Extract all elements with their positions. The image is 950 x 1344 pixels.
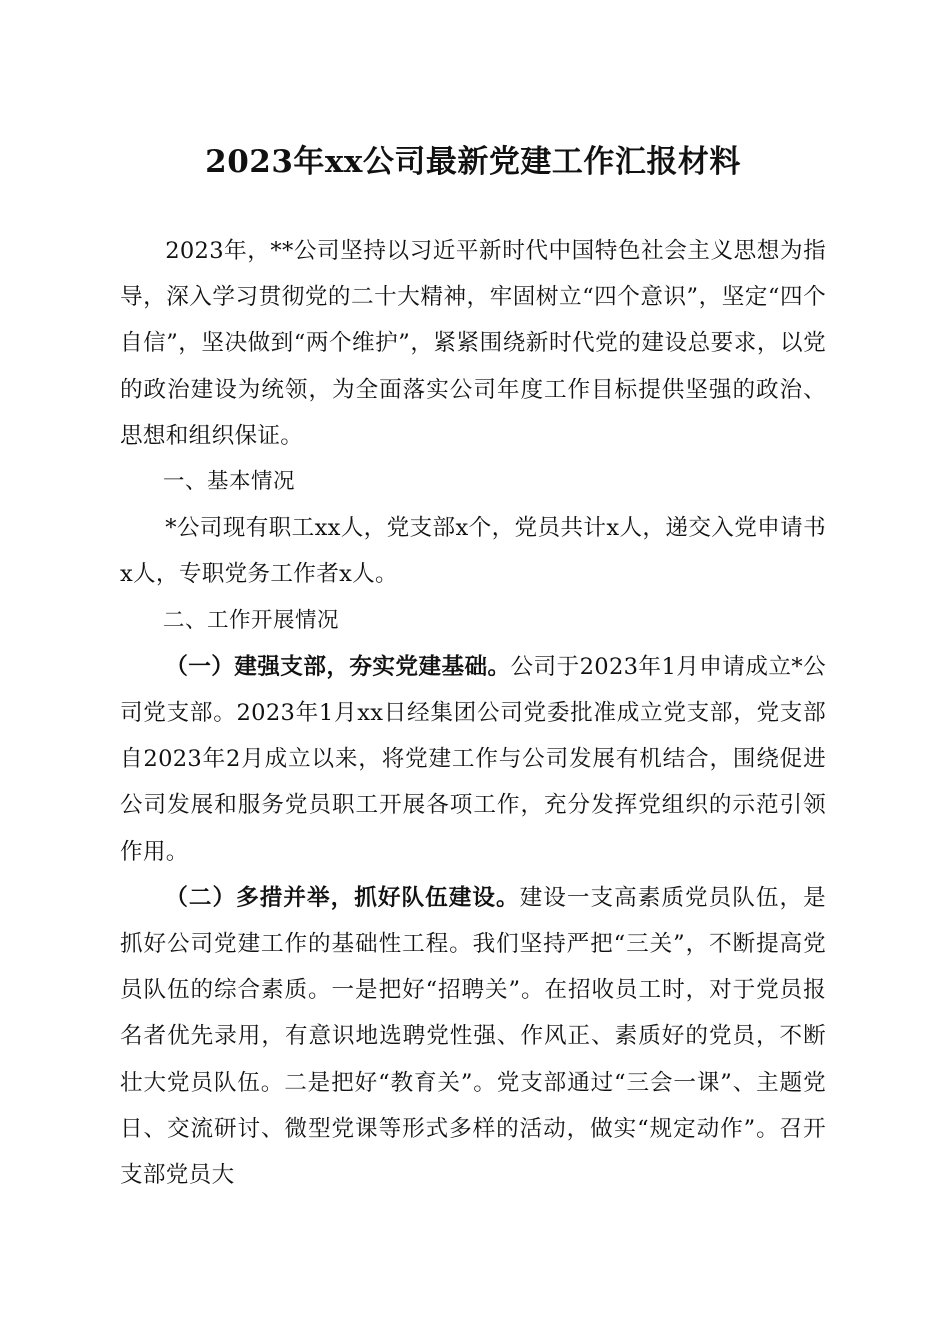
section-heading-basic-info: 一、基本情况 (163, 469, 296, 495)
work-item-2-text: 建设一支高素质党员队伍，是抓好公司党建工作的基础性工程。我们坚持严把“三关”，不断提高党员队伍的综合素质。一是把好“招聘关”。在招收员工时，对于党员报名者优先录用，有意识地选聘党性强、作风正、素质好的党员，不断壮大党员队伍。二是把好“教育关”。党支部通过“三会一课”、主题党日、交流研讨、微型党课等形式多样的活动，做实“规定动作”。召开支部党员大 (120, 884, 827, 1189)
intro-paragraph: 2023年，**公司坚持以习近平新时代中国特色社会主义思想为指导，深入学习贯彻党的二十大精神，牢固树立“四个意识”，坚定“四个自信”，坚决做到“两个维护”，紧紧围绕新时代党的建设总要求，以党的政治建设为统领，为全面落实公司年度工作目标提供坚强的政治、思想和组织保证。 (120, 238, 826, 449)
document-title: 2023年xx公司最新党建工作汇报材料 (205, 144, 741, 180)
document-body (120, 228, 826, 1198)
work-item-2-lead: （二）多措并举，抓好队伍建设。 (165, 884, 520, 911)
work-item-1-text: 公司于2023年1月申请成立*公司党支部。2023年1月xx日经集团公司党委批准成立党支部，党支部自2023年2月成立以来，将党建工作与公司发展有机结合，围绕促进公司发展和服务党员职工开展各项工作，充分发挥党组织的示范引领作用。 (120, 653, 826, 865)
basic-info-paragraph: *公司现有职工xx人，党支部x个，党员共计x人，递交入党申请书x人，专职党务工作者x人。 (120, 515, 826, 588)
work-item-1-lead: （一）建强支部，夯实党建基础。 (165, 653, 511, 680)
work-item-paragraph-1 (120, 644, 826, 875)
section-heading-work-progress: 二、工作开展情况 (163, 607, 340, 633)
work-item-paragraph-2 (120, 875, 826, 1198)
